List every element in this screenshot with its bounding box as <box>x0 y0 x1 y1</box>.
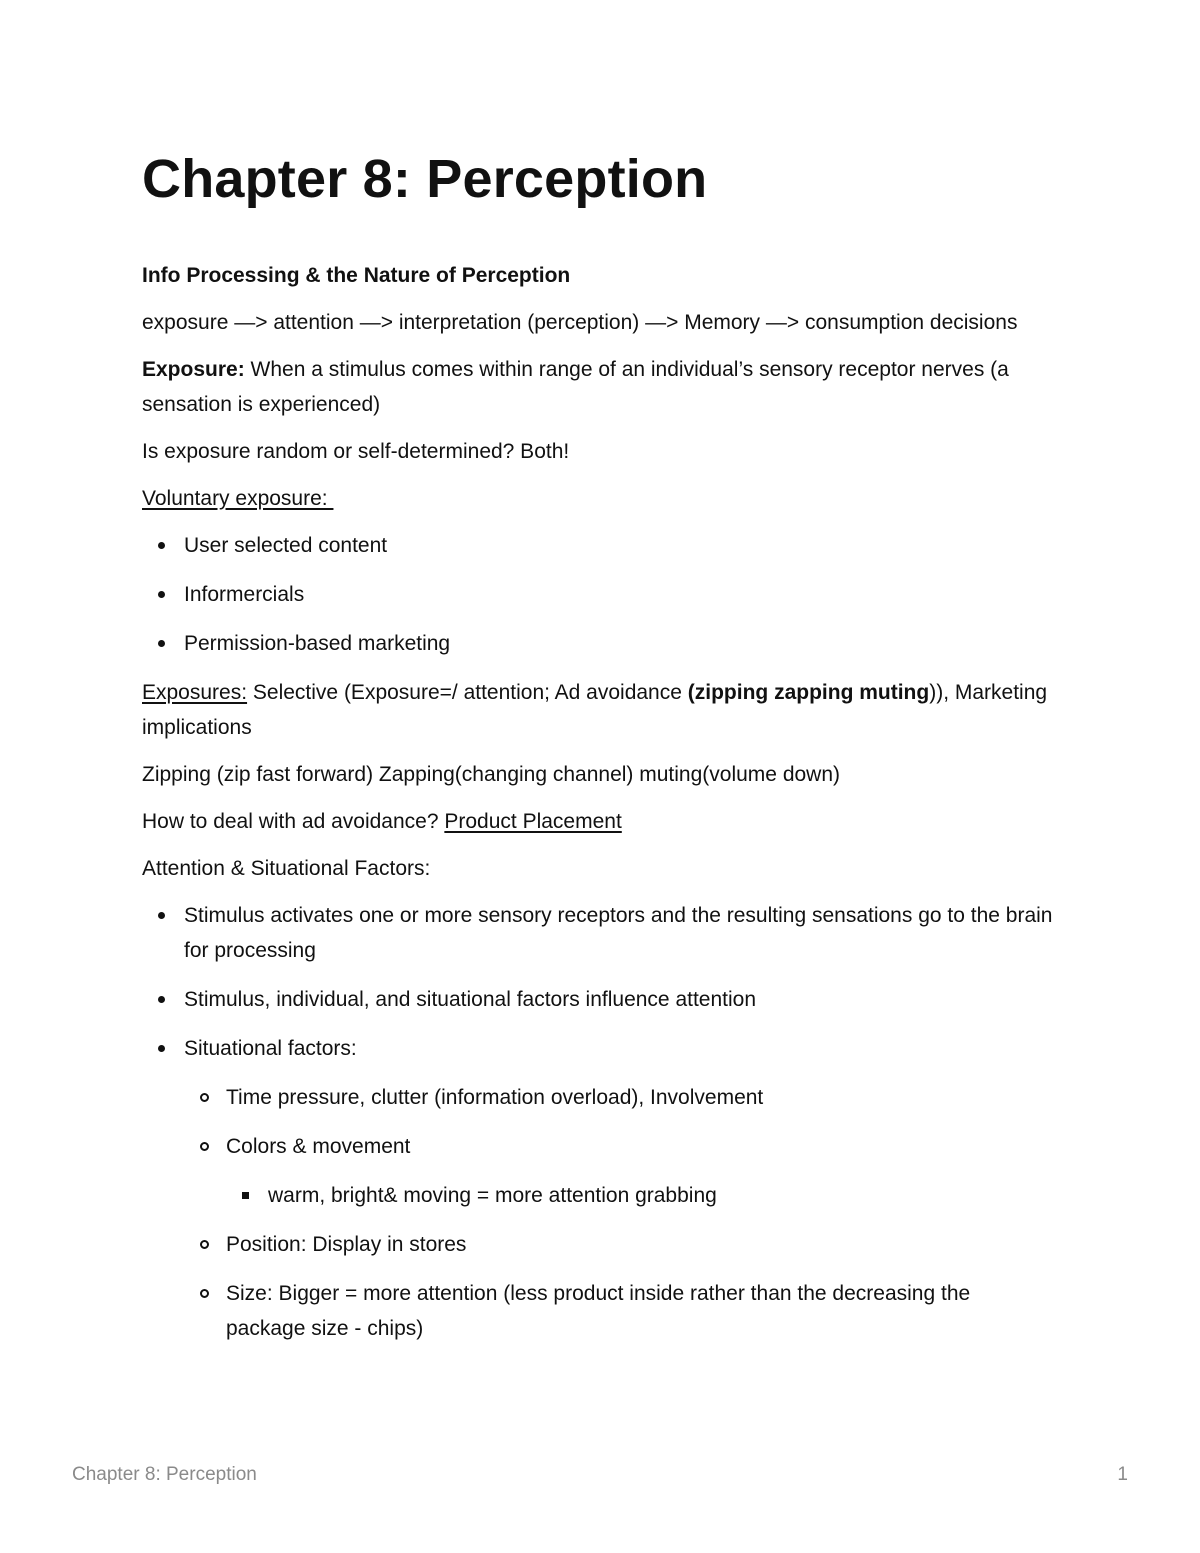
bullet-disc-icon <box>158 542 165 549</box>
exposure-definition <box>142 352 1072 422</box>
list-item: Size: Bigger = more attention (less product inside rather than the decreasing the package size - chips) <box>142 1276 1072 1346</box>
list-item: Time pressure, clutter (information overload), Involvement <box>142 1080 1072 1115</box>
exposure-text: When a stimulus comes within range of an individual’s sensory receptor nerves (a sensation is experienced) <box>142 358 1009 416</box>
bullet-disc-icon <box>158 996 165 1003</box>
list-item: Position: Display in stores <box>142 1227 1072 1262</box>
list-item: Colors & movement <box>142 1129 1072 1164</box>
bullet-disc-icon <box>158 591 165 598</box>
exposure-question: Is exposure random or self-determined? Both! <box>142 440 570 463</box>
footer-title: Chapter 8: Perception <box>72 1464 257 1485</box>
page-number: 1 <box>1117 1464 1128 1485</box>
list-item: Stimulus activates one or more sensory receptors and the resulting sensations go to the brain for processing <box>142 898 1072 968</box>
voluntary-exposure-heading <box>142 481 1072 516</box>
bullet-disc-icon <box>158 640 165 647</box>
list-item: Situational factors: <box>142 1031 1072 1066</box>
section-heading-info-processing: Info Processing & the Nature of Perception <box>142 264 571 287</box>
bullet-circle-icon <box>200 1142 209 1151</box>
voluntary-exposure-label: Voluntary exposure: <box>142 487 334 510</box>
bullet-circle-icon <box>200 1093 209 1102</box>
bullet-disc-icon <box>158 912 165 919</box>
ad-avoidance-types: (zipping zapping muting <box>687 681 930 704</box>
attention-heading: Attention & Situational Factors: <box>142 857 431 880</box>
document-body <box>142 258 1072 1360</box>
bullet-disc-icon <box>158 1045 165 1052</box>
list-item: User selected content <box>142 528 1072 563</box>
page-title: Chapter 8: Perception <box>142 149 708 209</box>
list-item: Informercials <box>142 577 1072 612</box>
list-item: Permission-based marketing <box>142 626 1072 661</box>
bullet-circle-icon <box>200 1289 209 1298</box>
attention-list <box>142 898 1072 1346</box>
list-item: Stimulus, individual, and situational factors influence attention <box>142 982 1072 1017</box>
exposures-paragraph: Exposures: Selective (Exposure=/ attention; Ad avoidance (zipping zapping muting)), Marketing implications <box>142 681 1048 739</box>
exposures-label: Exposures: <box>142 681 248 704</box>
perception-flow: exposure —> attention —> interpretation (perception) —> Memory —> consumption decisions <box>142 311 1018 334</box>
zipping-definition: Zipping (zip fast forward) Zapping(changing channel) muting(volume down) <box>142 763 841 786</box>
bullet-circle-icon <box>200 1240 209 1249</box>
product-placement-text: Product Placement <box>444 810 622 833</box>
voluntary-exposure-list <box>142 528 1072 661</box>
exposure-term: Exposure: <box>142 358 245 381</box>
bullet-square-icon <box>242 1192 249 1199</box>
list-item: warm, bright& moving = more attention grabbing <box>142 1178 1072 1213</box>
ad-avoidance-question: How to deal with ad avoidance? Product Placement <box>142 810 622 833</box>
